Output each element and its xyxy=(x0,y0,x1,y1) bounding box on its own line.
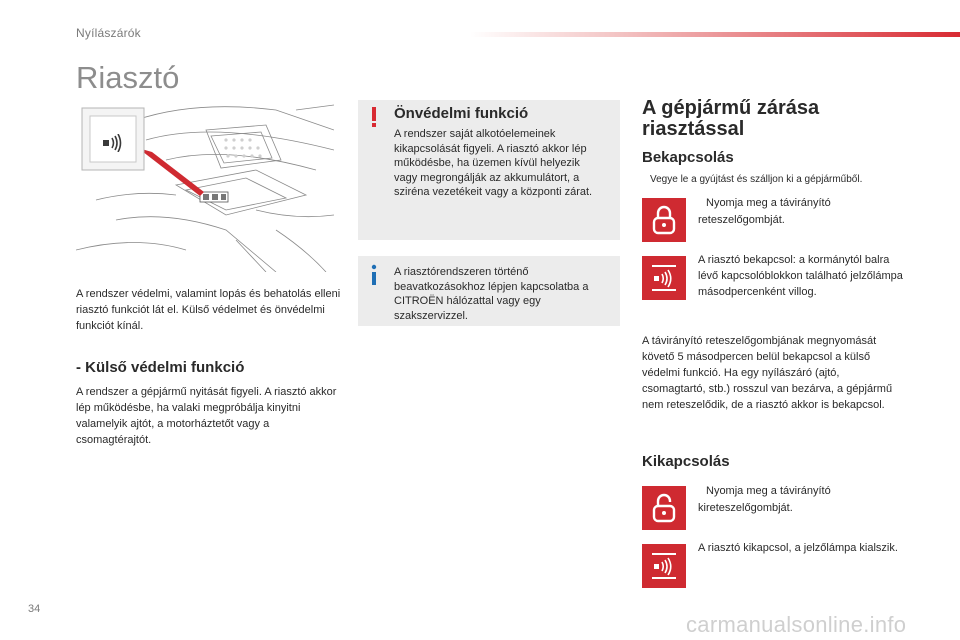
header-divider xyxy=(470,32,960,37)
self-protection-heading: Önvédelmi funkció xyxy=(394,105,529,122)
activation-step-1-text: Vegye le a gyújtást és szálljon ki a gépjárműből. xyxy=(650,174,863,185)
lock-button-tile xyxy=(642,198,686,242)
intro-paragraph: A rendszer védelmi, valamint lopás és behatolás elleni riasztó funkciót lát el. Külső védelmet és önvédelmi funkciót kínál. xyxy=(76,288,341,332)
dashboard-illustration xyxy=(76,100,334,272)
alarm-signal-icon xyxy=(650,263,678,293)
padlock-locked-icon xyxy=(652,205,676,235)
warning-exclamation-icon xyxy=(366,106,382,128)
alarm-button-icon xyxy=(102,134,124,152)
page-title: Riasztó xyxy=(76,60,180,95)
info-text: A riasztórendszeren történő beavatkozásokhoz lépjen kapcsolatba a CITROËN hálózattal vagy egy szakszervizzel. xyxy=(394,266,589,322)
section-header: Nyílászárók xyxy=(76,26,141,40)
alarm-indicator-tile xyxy=(642,544,686,588)
deactivation-step-text: Nyomja meg a távirányító kireteszelőgombját. xyxy=(698,485,831,514)
deactivation-heading: Kikapcsolás xyxy=(642,453,730,470)
unlock-button-tile xyxy=(642,486,686,530)
activation-step-2-text: Nyomja meg a távirányító reteszelőgombját. xyxy=(698,197,831,226)
dashboard-drawing xyxy=(76,100,334,272)
watermark: carmanualsonline.info xyxy=(686,612,907,637)
activation-step-2 xyxy=(698,195,898,228)
external-protection-heading: - Külső védelmi funkció xyxy=(76,359,245,376)
info-icon xyxy=(366,264,382,286)
alarm-indicator-tile xyxy=(642,256,686,300)
activation-note: A távirányító reteszelőgombjának megnyomását követő 5 másodpercen belül bekapcsol a külső védelmi funkció. Ha egy nyílászáró (ajtó, csomagtartó, stb.) rosszul van bezárva, a gépjármű nem reteszelődik, de a riasztó akkor is bekapcsol. xyxy=(642,335,893,411)
self-protection-text: A rendszer saját alkotóelemeinek kikapcsolását figyeli. A riasztó akkor lép működésbe, ha üzemen kívül helyezik vagy megrongálják az akkumulátort, a sziréna vezetékeit vagy a központi zárat. xyxy=(394,128,593,199)
locking-with-alarm-heading: A gépjármű zárása riasztással xyxy=(642,97,820,140)
padlock-unlocked-icon xyxy=(652,493,676,523)
deactivation-step xyxy=(698,483,898,516)
external-protection-text: A rendszer a gépjármű nyitását figyeli. A riasztó akkor lép működésbe, ha valaki megpróbálja kinyitni valamelyik ajtót, a motorháztetőt vagy a csomagtérajtót. xyxy=(76,386,337,446)
deactivation-result: A riasztó kikapcsol, a jelzőlámpa kialszik. xyxy=(698,542,898,554)
alarm-signal-icon xyxy=(650,551,678,581)
activation-step-1 xyxy=(642,174,942,185)
page-number: 34 xyxy=(28,603,41,615)
activation-heading: Bekapcsolás xyxy=(642,149,734,166)
activation-result: A riasztó bekapcsol: a kormánytól balra lévő kapcsolóblokkon található jelzőlámpa másodpercenként villog. xyxy=(698,254,903,298)
